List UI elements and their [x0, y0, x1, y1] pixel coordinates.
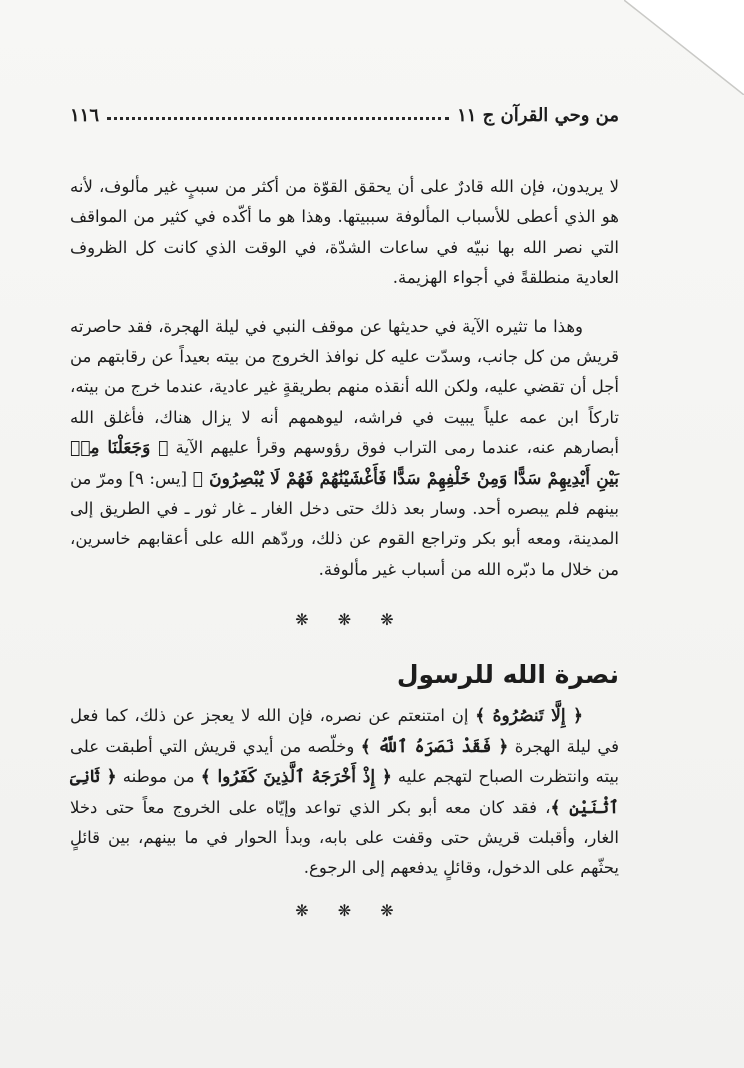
page-number: ١١٦	[70, 104, 100, 126]
paragraph-3-text-3: من موطنه	[116, 767, 201, 787]
star-ornament: ❋	[295, 610, 309, 630]
header-title: من وحي القرآن ج ١١	[457, 104, 619, 126]
paragraph-1: لا يريدون، فإن الله قادرٌ على أن يحقق القوّة من أكثر من سببٍ غير مألوف، لأنه هو الذي أعطى للأسباب المألوفة سببيتها. وهذا هو ما أكّده في كثير من المواقف التي نصر الله بها نبيّه في ساعات الشدّة، في الوقت الذي كانت كل الظروف العادية منطلقةً في أجواء الهزيمة.	[70, 177, 619, 288]
paragraph-3-text-1: إن امتنعتم عن نصره، فإن الله لا يعجز عن ذلك، كما فعل في ليلة الهجرة	[70, 706, 619, 756]
section-separator-stars-end	[70, 894, 619, 928]
star-ornament: ❋	[380, 610, 394, 630]
star-ornament: ❋	[337, 610, 352, 630]
paragraph-2-text-a: وهذا ما تثيره الآية في حديثها عن موقف النبي في ليلة الهجرة، فقد حاصرته قريش من كل جانب، وسدّت عليه كل نوافذ الخروج من بيته بعيداً عن رقابتهم من أجل أن تقضي عليه، ولكن الله أنقذه منهم بطريقةٍ غير عادية، عندما خرج من بيته، تاركاً ابن عمه علياً يبيت في فراشه، ليوهمهم أنه لا يزال هناك، فأغلق الله أبصارهم عنه، عندما رمى التراب فوق رؤوسهم وقرأ عليهم الآية	[70, 316, 620, 458]
paragraph-3-text-4: ، فقد كان معه أبو بكر الذي تواعد وإيّاه على الخروج معاً حتى دخلا الغار، وأقبلت قريش حتى وقفت على بابه، وبدأ الحوار في ما بينهم، بين قائلٍ يحثّهم على الدخول، وقائلٍ يدفعهم إلى الرجوع.	[70, 797, 619, 878]
quran-verse-3: ﴿ إِذْ أَخْرَجَهُ ٱلَّذِينَ كَفَرُوا ﴾	[200, 767, 392, 788]
star-ornament: ❋	[295, 900, 309, 920]
paragraph-3-text-2: وخلّصه من أيدي قريش التي أطبقت على بيته وانتظرت الصباح لتهجم عليه	[70, 736, 620, 787]
paragraph-2-text-b: [يس: ٩] ومرّ من بينهم فلم يبصره أحد. وسار بعد ذلك حتى دخل الغار ـ غار ثور ـ في الطريق إلى المدينة، ومعه أبو بكر وتراجع القوم عن ذلك، وردّهم الله على أعقابهم خاسرين، من خلال ما دبّره الله من أسباب غير مألوفة.	[70, 468, 619, 579]
quran-verse-yasin: ﴿ وَجَعَلْنَا مِنۢ بَيْنِ أَيْدِيهِمْ سَدًّا وَمِنْ خَلْفِهِمْ سَدًّا فَأَغْشَيْنَٰهُمْ فَهُمْ لَا يُبْصِرُونَ ﴾	[70, 438, 620, 489]
main-text	[70, 172, 619, 928]
running-header	[70, 100, 619, 130]
section-heading: نصرة الله للرسول	[396, 660, 619, 690]
header-dot-leader	[107, 107, 449, 120]
section-separator-stars	[70, 603, 619, 637]
star-ornament: ❋	[337, 900, 352, 920]
star-ornament: ❋	[380, 900, 394, 920]
page-corner-fold	[624, 0, 744, 95]
quran-verse-1: ﴿ إِلَّا تَنصُرُوهُ ﴾	[475, 706, 583, 727]
paragraph-2	[70, 312, 619, 586]
quran-verse-4: ﴿ ثَانِىَ ٱثْنَيْنِ ﴾	[70, 767, 620, 818]
paragraph-3	[70, 701, 619, 883]
quran-verse-2: ﴿ فَقَدْ نَصَرَهُ ٱللَّهُ ﴾	[360, 736, 509, 757]
